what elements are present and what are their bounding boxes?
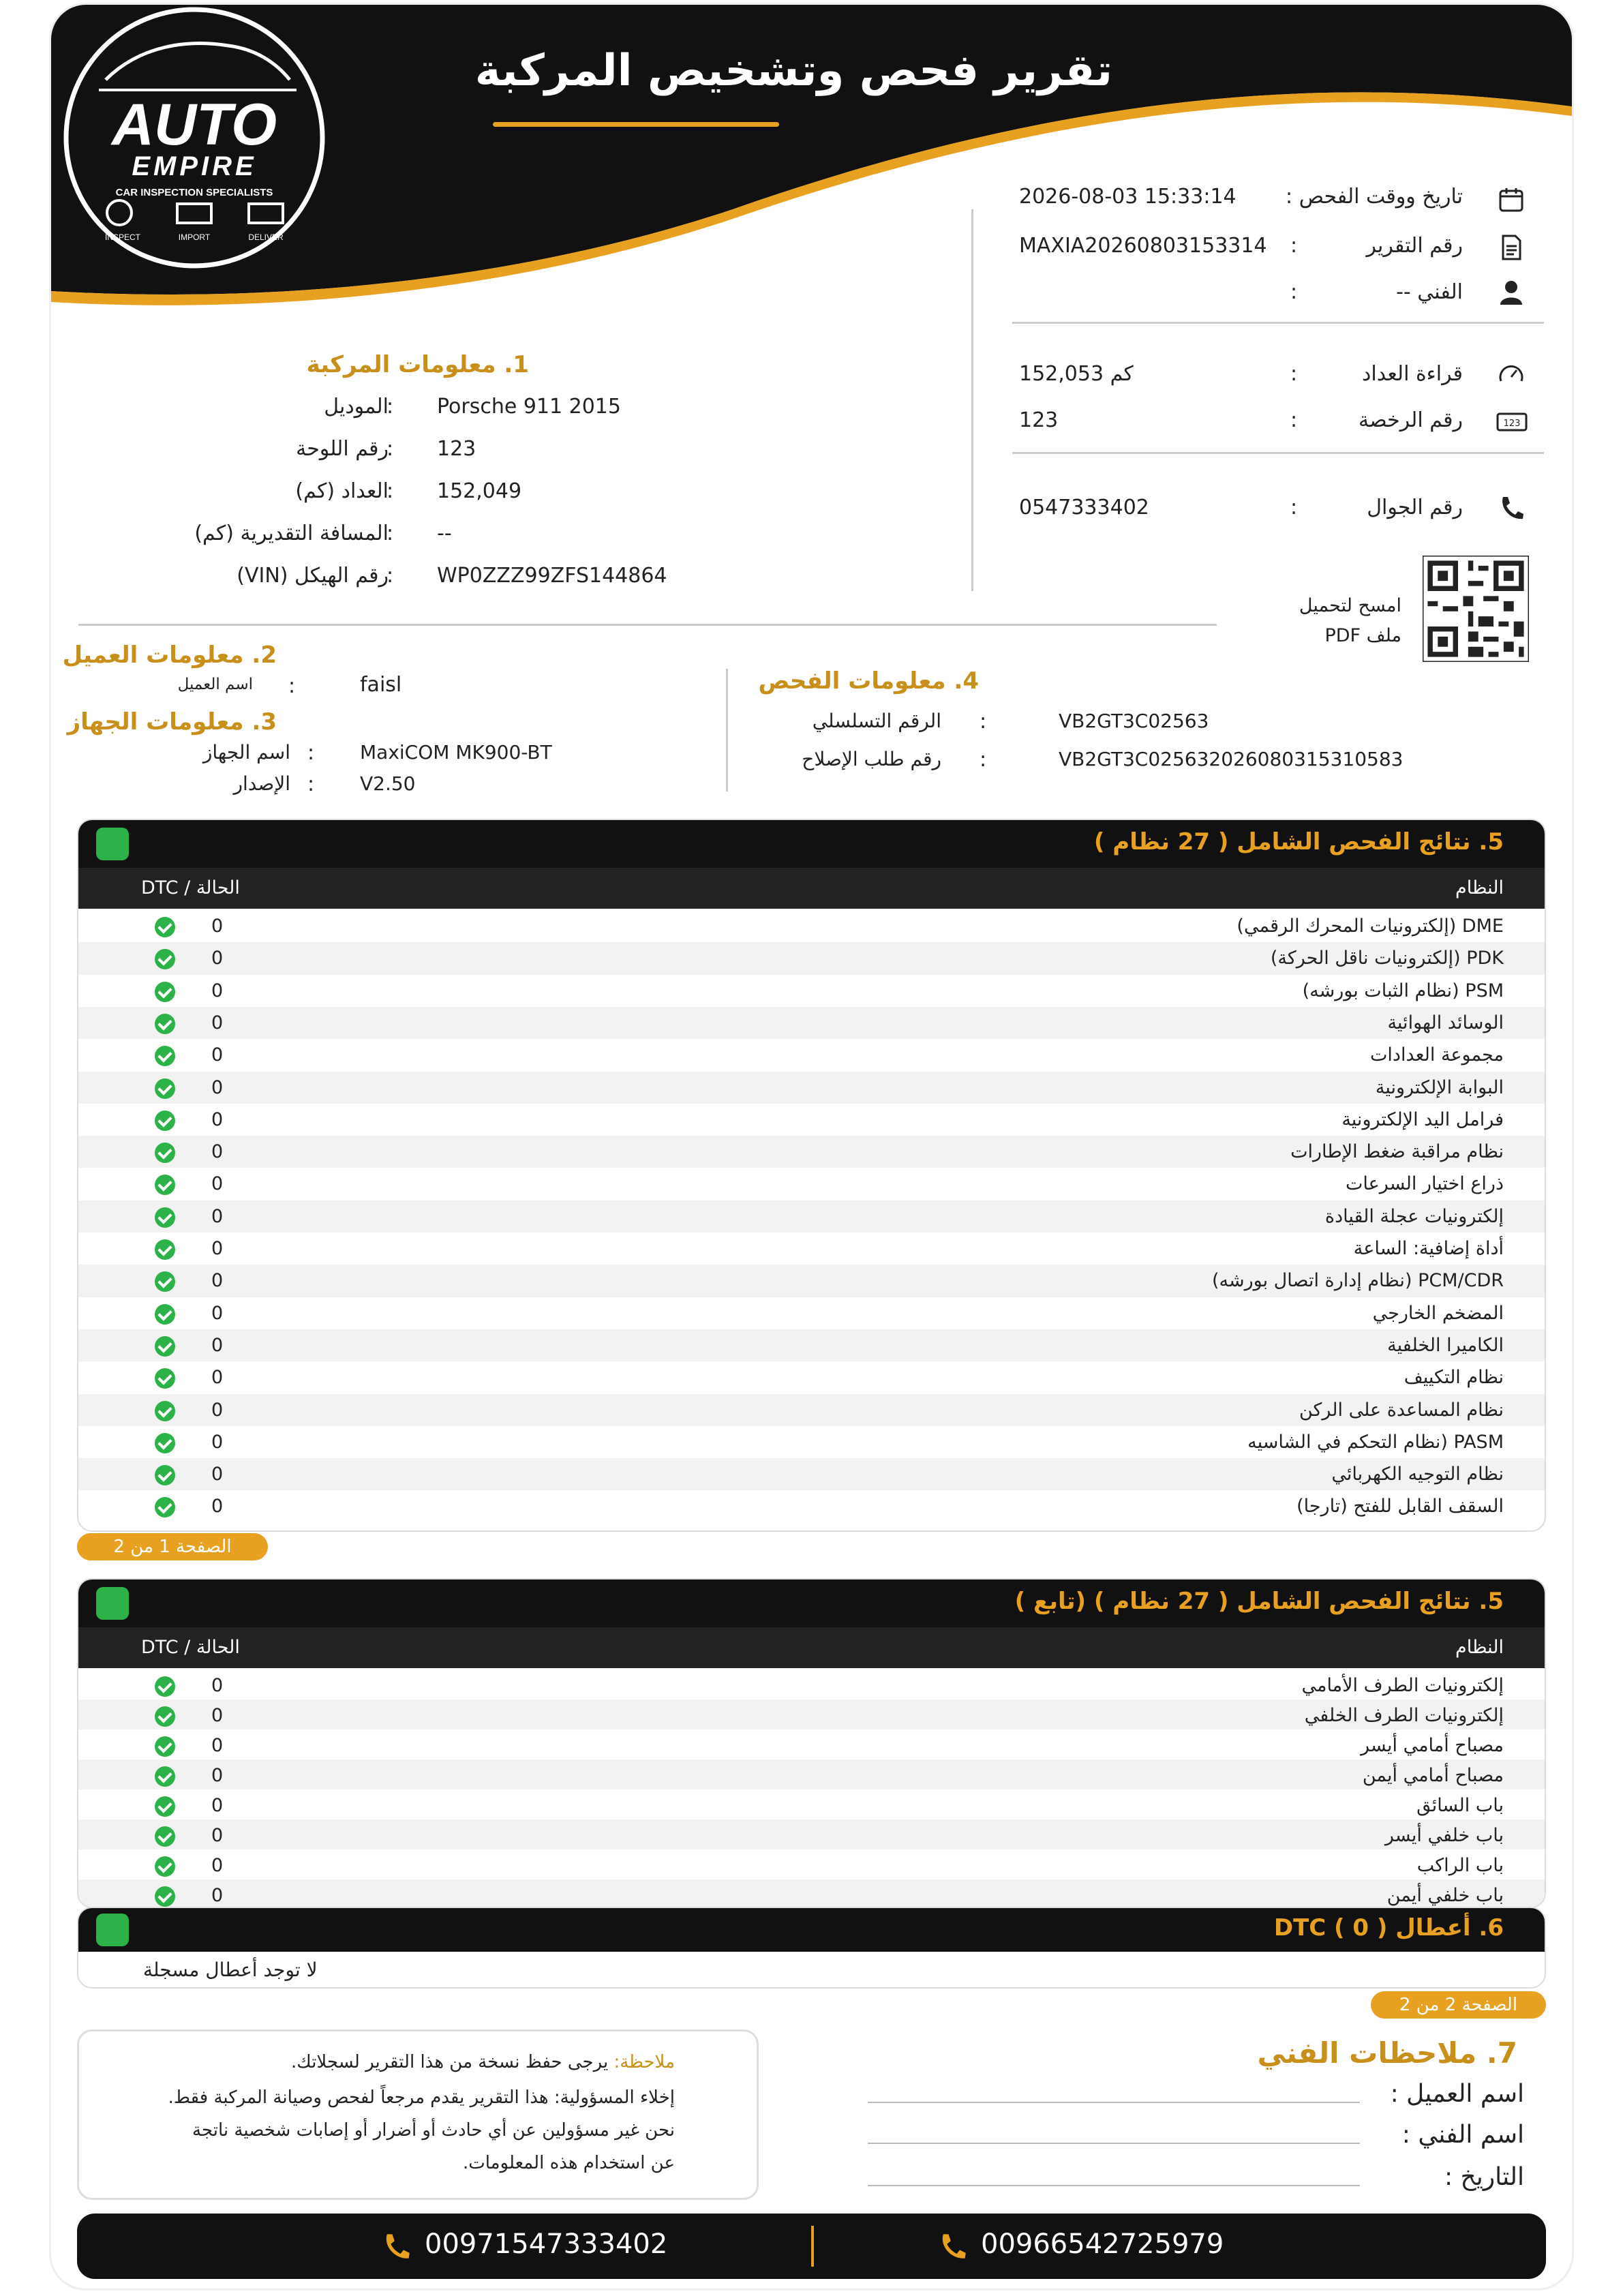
table-row [78,1104,1545,1136]
system-name: PASM (نظام التحكم في الشاسيه [1247,1431,1504,1453]
table-row [78,1819,1545,1849]
phone-icon [1498,494,1525,522]
dtc-count: 0 [211,1675,224,1696]
check-circle-icon [155,1706,175,1727]
table-row [78,910,1545,942]
results-table-2-header [78,1627,1545,1668]
license-label: رقم الرخصة [1358,408,1463,432]
logo-tagline: CAR INSPECTION SPECIALISTS [115,187,273,198]
dtc-count: 0 [211,1205,224,1227]
license-plate-icon [1496,408,1528,436]
inspection-section-title: 4. معلومات الفحص [758,667,979,695]
device-version-label: الإصدار [233,772,290,795]
dtc-count: 0 [211,916,224,937]
system-name: إلكترونيات الطرف الخلفي [1304,1705,1504,1726]
check-circle-icon [155,1856,175,1877]
table-row [78,1759,1545,1789]
check-circle-icon [155,1336,175,1357]
check-circle-icon [155,982,175,1002]
tech-notes-section-title: 7. ملاحظات الفني [1257,2036,1517,2070]
table-row [78,1879,1545,1908]
vehicle-field-value: Porsche 911 2015 [437,395,621,419]
system-name: مجموعة العدادات [1370,1044,1504,1066]
results-panel-2-title: 5. نتائج الفحص الشامل ( 27 نظام ) (تابع ) [1014,1588,1504,1615]
serial-value: VB2GT3C02563 [1059,710,1209,732]
system-name: مصباح أمامي أيمن [1362,1765,1504,1786]
phone-icon [937,2231,967,2261]
system-name: الكاميرا الخلفية [1387,1334,1504,1356]
table-row [78,1700,1545,1729]
faults-panel-title: 6. أعطال DTC ( 0 ) [1273,1914,1504,1942]
mobile-value: 0547333402 [1019,496,1149,519]
faults-panel [77,1907,1546,1989]
check-circle-icon [155,1796,175,1817]
system-name: إلكترونيات عجلة القيادة [1324,1205,1504,1227]
vehicle-field-value: WP0ZZZ99ZFS144864 [437,564,667,588]
datetime-label: تاريخ ووقت الفحص : [1286,185,1463,209]
check-circle-icon [155,1433,175,1453]
device-version-value: V2.50 [360,772,416,795]
customer-name-label: اسم العميل [177,676,253,693]
system-name: DME (إلكترونيات المحرك الرقمي) [1237,916,1504,937]
no-faults-message: لا توجد أعطال مسجلة [143,1959,318,1981]
vehicle-field-value: 152,049 [437,479,522,503]
results-table-1-header [78,868,1545,909]
check-circle-icon [155,1078,175,1099]
mobile-label: رقم الجوال [1367,496,1463,519]
note-line [291,2052,675,2072]
column-status: الحالة / DTC [141,877,240,898]
table-row [78,975,1545,1007]
check-circle-icon [155,1143,175,1163]
system-name: فرامل اليد الإلكترونية [1341,1108,1504,1130]
license-value: 123 [1019,408,1059,432]
check-circle-icon [155,1111,175,1131]
system-name: PCM/CDR (نظام إدارة اتصال بورشه) [1211,1270,1504,1292]
date-sign-label: التاريخ : [1444,2163,1524,2191]
dtc-count: 0 [211,1044,224,1066]
dtc-count: 0 [211,980,224,1001]
system-name: السقف القابل للفتح (تارجا) [1296,1496,1504,1517]
vehicle-field-value: 123 [437,437,476,461]
customer-section-title: 2. معلومات العميل [62,641,277,669]
system-name: مصباح أمامي أيسر [1360,1735,1504,1756]
dtc-count: 0 [211,1885,224,1906]
car-icon [96,828,129,860]
vehicle-field-label: رقم اللوحة [296,437,389,461]
device-name-label: اسم الجهاز [202,741,290,764]
table-row [78,1168,1545,1200]
system-name: أداة إضافية: الساعة [1353,1238,1504,1259]
column-status: الحالة / DTC [141,1637,240,1658]
vehicle-section-title: 1. معلومات المركبة [306,351,529,378]
check-circle-icon [155,1304,175,1325]
table-row [78,1297,1545,1329]
check-circle-icon [155,1886,175,1907]
check-circle-icon [155,1046,175,1066]
system-name: الوسائد الهوائية [1387,1012,1504,1033]
results-panel-2 [77,1578,1546,1908]
dtc-count: 0 [211,1108,224,1130]
device-name-value: MaxiCOM MK900-BT [360,741,552,764]
table-row [78,1670,1545,1700]
note-box [77,2029,759,2200]
check-circle-icon [155,1271,175,1292]
table-row [78,1233,1545,1265]
footer-phone-1[interactable]: 00971547333402 [425,2229,668,2260]
report-number-label: رقم التقرير [1366,234,1463,258]
page-indicator-2: الصفحة 2 من 2 [1371,1991,1546,2019]
logo-badge-import: IMPORT [178,232,211,242]
qr-caption-1: امسح لتحميل [1299,595,1401,616]
dtc-count: 0 [211,1334,224,1356]
system-name: نظام التكييف [1404,1367,1504,1389]
table-row [78,1329,1545,1361]
dtc-count: 0 [211,1076,224,1098]
table-row [78,942,1545,974]
logo-badge-inspect: INSPECT [104,232,141,242]
vehicle-field-label: العداد (كم) [295,479,389,503]
column-system: النظام [1455,1637,1504,1658]
system-name: باب السائق [1416,1795,1504,1816]
check-circle-icon [155,1676,175,1697]
table-row [78,1789,1545,1819]
check-circle-icon [155,949,175,969]
check-circle-icon [155,917,175,937]
column-system: النظام [1455,877,1504,898]
check-circle-icon [155,1497,175,1517]
page-indicator-1: الصفحة 1 من 2 [77,1533,268,1560]
table-row [78,1729,1545,1759]
system-name: نظام المساعدة على الركن [1299,1399,1504,1421]
vehicle-field-value: -- [437,522,452,545]
logo-badge-deliver: DELIVER [248,232,284,242]
device-section-title: 3. معلومات الجهاز [67,708,277,736]
table-row [78,1007,1545,1039]
car-icon [96,1914,129,1946]
table-row [78,1265,1545,1297]
dtc-count: 0 [211,1496,224,1517]
dtc-count: 0 [211,1173,224,1195]
check-circle-icon [155,1826,175,1847]
system-name: البوابة الإلكترونية [1375,1076,1504,1098]
system-name: إلكترونيات الطرف الأمامي [1301,1675,1504,1696]
disclaimer-line-1: إخلاء المسؤولية: هذا التقرير يقدم مرجعاً لفحص وصيانة المركبة فقط. [168,2087,675,2108]
vehicle-field-label: رقم الهيكل (VIN) [237,564,389,588]
system-name: نظام التوجيه الكهربائي [1331,1464,1504,1485]
report-page: تقرير فحص وتشخيص المركبة AUTO EMPIRE CAR INSPECTION SPECIALISTS INSPECT IMPORT DELIVER 2026-08-03 15:33:14 تاريخ ووقت الفحص : MAXIA20260803153314 : رقم التقرير : الفني -- 152,053 كم : قراءة العداد 123 : رقم الرخصة 123 0547333402 : رقم الجوال امسح لتحميل ملف PDF 1. معلومات المركبة الموديل : Porsche 911 2015 رقم اللوحة : 123 العداد (كم) : 152,049 المسافة التقديرية (كم) : -- رقم الهيكل (VIN) : WP0ZZZ99ZFS144864 2. معلومات العميل اسم العميل : faisl 3. معلومات الجهاز اسم الجهاز : MaxiCOM MK900-BT الإصدار : V2.50 4. معلومات الفحص الرقم التسلسلي : VB2GT3C02563 رقم طلب الإصلاح : VB2GT3C025632026080315310583 5. نتائج الفحص الشامل ( 27 نظام ) النظام الحالة / DTC DME (إلكترونيات المحرك الرقمي) 0 PDK (إلكترونيات ناقل الحركة) 0 PSM (نظام الثبات بورشه) 0 الوسائد الهوائية 0 مجموعة العدادات 0 البوابة الإلكترونية 0 فرامل اليد الإلكترونية 0 نظام مراقبة ضغط الإطارات 0 ذراع اختيار السرعات 0 إلكترونيات عجلة القيادة 0 أداة إضافية: الساعة 0 PCM/CDR (نظام إدارة اتصال بورشه) 0 المضخم الخارجي 0 الكاميرا الخلفية 0 نظام التكييف 0 نظام المساعدة على الركن 0 PASM (نظام التحكم في الشاسيه 0 نظام التوجيه الكهربائي 0 السقف القابل للفتح (تارجا) 0 الصفحة 1 من 2 5. نتائج الفحص الشامل ( 27 نظام ) (تابع ) النظام الحالة / DTC إلكترونيات الطرف الأمامي 0 إلكترونيات الطرف الخلفي 0 مصباح أمامي أيسر 0 مصباح أمامي أيمن 0 باب السائق 0 باب خلفي أيسر 0 باب الراكب 0 باب خلفي أيمن 0 6. أعطال DTC ( 0 ) لا توجد أعطال مسجلة الصفحة 2 من 2 7. ملاحظات الفني اسم العميل : اسم الفني : التاريخ : ملاحظة: يرجى حفظ نسخة من هذا التقرير لسجلاتك. إخلاء المسؤولية: هذا التقرير يقدم مرجعاً لفحص وصيانة المركبة فقط. نحن غير مسؤولين عن أي حادث أو أضرار أو إصابات شخصية ناتجة عن استخدام هذه المعلومات. 00971547333402 00966542725979 [49,3,1574,2291]
check-circle-icon [155,1401,175,1421]
table-row [78,1458,1545,1490]
car-icon [96,1587,129,1620]
technician-sign-label: اسم الفني : [1401,2121,1524,2149]
dtc-count: 0 [211,1795,224,1816]
calendar-icon [1498,186,1525,213]
datetime-value: 2026-08-03 15:33:14 [1019,185,1237,209]
results-panel-1-title: 5. نتائج الفحص الشامل ( 27 نظام ) [1093,828,1504,856]
dtc-count: 0 [211,1825,224,1846]
table-row [78,1490,1545,1522]
system-name: ذراع اختيار السرعات [1345,1173,1504,1195]
table-row [78,1072,1545,1104]
check-circle-icon [155,1368,175,1389]
check-circle-icon [155,1465,175,1485]
table-row [78,1361,1545,1393]
user-icon [1498,279,1525,306]
dtc-count: 0 [211,1012,224,1033]
title-underline [493,122,779,127]
table-row [78,1849,1545,1879]
speedometer-icon [1498,361,1525,388]
technician-label: الفني -- [1396,280,1463,304]
disclaimer-line-3: عن استخدام هذه المعلومات. [462,2153,675,2173]
odometer-value: 152,053 كم [1019,362,1134,386]
check-circle-icon [155,1207,175,1228]
system-name: PDK (إلكترونيات ناقل الحركة) [1270,948,1504,969]
customer-name-value: faisl [360,673,402,697]
logo-main: AUTO [111,92,277,157]
qr-code-icon[interactable] [1423,556,1529,662]
table-row [78,1039,1545,1071]
check-circle-icon [155,1766,175,1787]
results-panel-1-header [78,820,1545,868]
dtc-count: 0 [211,1765,224,1786]
dtc-count: 0 [211,948,224,969]
faults-panel-header [78,1908,1545,1952]
qr-caption-2: ملف PDF [1324,625,1401,646]
dtc-count: 0 [211,1270,224,1292]
check-circle-icon [155,1175,175,1195]
note-title: ملاحظة: [613,2052,675,2072]
results-panel-2-header [78,1580,1545,1627]
dtc-count: 0 [211,1735,224,1756]
note-text: يرجى حفظ نسخة من هذا التقرير لسجلاتك. [291,2052,609,2072]
auto-empire-logo [51,5,337,271]
vehicle-field-label: الموديل [324,395,389,419]
contact-footer [77,2214,1546,2279]
report-header [51,5,1574,325]
repair-order-label: رقم طلب الإصلاح [802,748,941,770]
logo-sub: EMPIRE [132,151,257,181]
serial-label: الرقم التسلسلي [812,710,941,732]
report-number-value: MAXIA20260803153314 [1019,234,1267,258]
dtc-count: 0 [211,1141,224,1163]
phone-icon [381,2231,411,2261]
table-row [78,1200,1545,1233]
check-circle-icon [155,1239,175,1260]
vehicle-field-label: المسافة التقديرية (كم) [194,522,389,545]
dtc-count: 0 [211,1367,224,1389]
dtc-count: 0 [211,1431,224,1453]
check-circle-icon [155,1014,175,1034]
disclaimer-line-2: نحن غير مسؤولين عن أي حادث أو أضرار أو إصابات شخصية ناتجة [192,2120,675,2141]
check-circle-icon [155,1736,175,1757]
system-name: نظام مراقبة ضغط الإطارات [1290,1141,1504,1163]
system-name: المضخم الخارجي [1372,1302,1504,1324]
dtc-count: 0 [211,1302,224,1324]
dtc-count: 0 [211,1238,224,1259]
table-row [78,1136,1545,1168]
svg-text:123: 123 [1503,419,1521,429]
system-name: باب خلفي أيسر [1384,1825,1504,1846]
footer-phone-2[interactable]: 00966542725979 [981,2229,1224,2260]
dtc-count: 0 [211,1855,224,1876]
dtc-count: 0 [211,1399,224,1421]
report-title: تقرير فحص وتشخيص المركبة [474,46,1112,96]
document-icon [1498,234,1525,261]
table-row [78,1426,1545,1458]
dtc-count: 0 [211,1464,224,1485]
dtc-count: 0 [211,1705,224,1726]
repair-order-value: VB2GT3C025632026080315310583 [1059,748,1404,770]
system-name: باب خلفي أيمن [1386,1885,1504,1906]
table-row [78,1394,1545,1426]
system-name: PSM (نظام الثبات بورشه) [1302,980,1504,1001]
results-panel-1 [77,819,1546,1532]
system-name: باب الراكب [1416,1855,1504,1876]
odometer-label: قراءة العداد [1362,362,1463,386]
customer-sign-label: اسم العميل : [1390,2080,1524,2108]
